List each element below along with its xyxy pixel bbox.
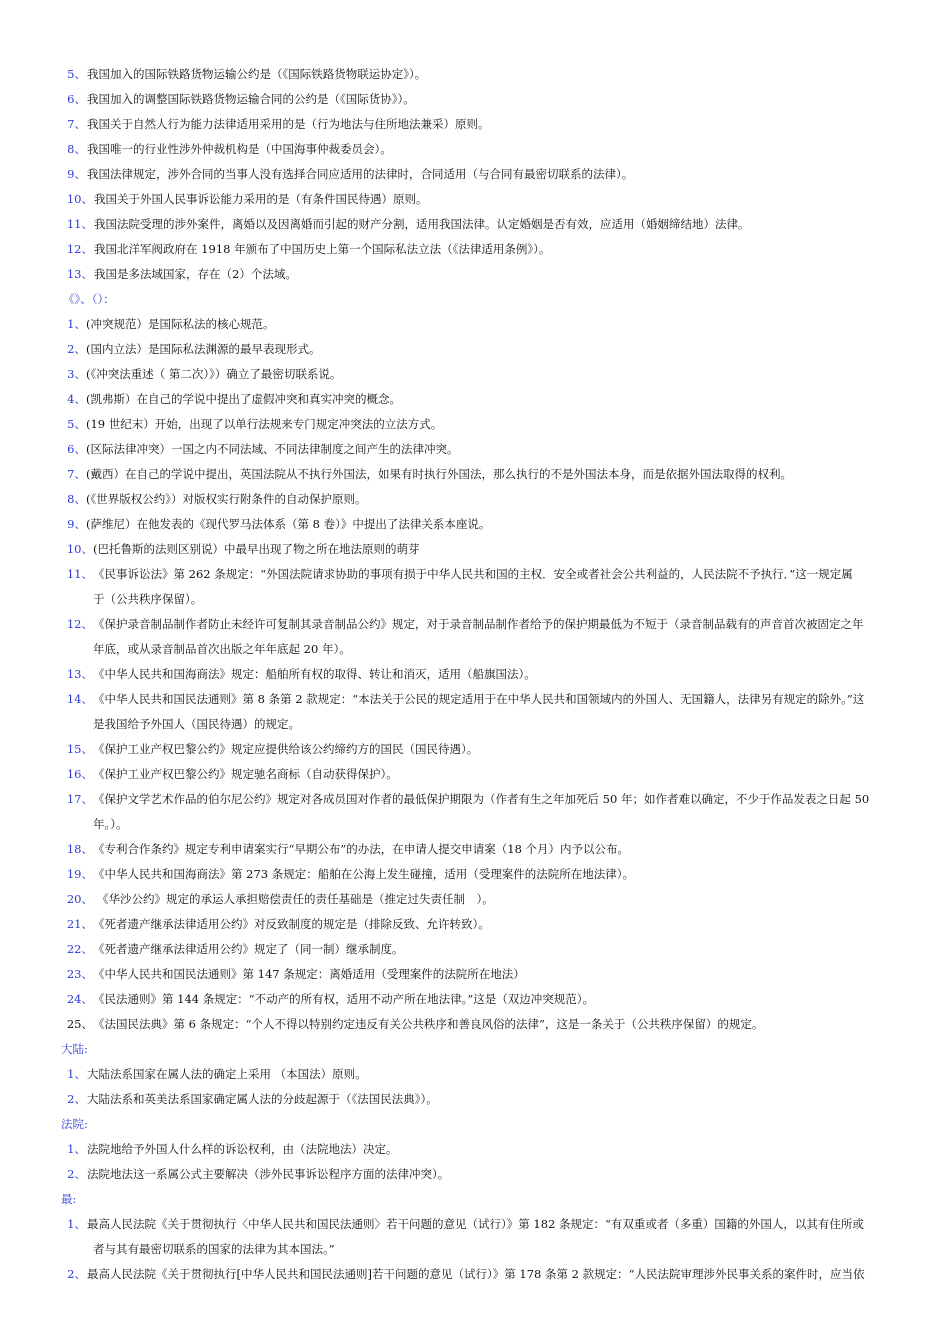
list-item-continuation [0,587,950,612]
item-text: (区际法律冲突）一国之内不同法域、不同法律制度之间产生的法律冲突。 [86,442,459,456]
list-item [0,562,950,587]
item-number: 2、 [67,1092,86,1106]
item-text: 我国关于自然人行为能力法律适用采用的是（行为地法与住所地法兼采）原则。 [87,117,490,131]
list-item [0,412,950,437]
item-text: 《保护文学艺术作品的伯尔尼公约》规定对各成员国对作者的最低保护期限为（作者有生之年加死后 50 年；如作者难以确定，不少于作品发表之日起 50 [93,792,870,806]
list-item [0,862,950,887]
item-number: 18、 [66,842,93,856]
list-item [0,1137,950,1162]
item-number: 12、 [66,242,93,256]
list-item [0,162,950,187]
list-item [0,1012,950,1037]
list-item [0,62,950,87]
item-text: 大陆法系国家在属人法的确定上采用 （本国法）原则。 [87,1067,367,1081]
item-text: 我国唯一的行业性涉外仲裁机构是（中国海事仲裁委员会）。 [87,142,392,156]
list-item [0,537,950,562]
list-item [0,137,950,162]
item-text: (19 世纪末）开始，出现了以单行法规来专门规定冲突法的立法方式。 [86,417,443,431]
item-number: 3、 [67,367,86,381]
item-text: 大陆法系和英美法系国家确定属人法的分歧起源于（《法国民法典》）。 [87,1092,438,1106]
item-number: 7、 [67,467,86,481]
item-text: 我国法院受理的涉外案件，离婚以及因离婚而引起的财产分割，适用我国法律。认定婚姻是否有效，应适用（婚姻缔结地）法律。 [94,217,750,231]
item-number: 5、 [67,417,86,431]
item-number: 17、 [66,792,93,806]
item-number: 6、 [67,442,86,456]
item-text: 《民事诉讼法》第 262 条规定：“外国法院请求协助的事项有损于中华人民共和国的主权．安全或者社会公共利益的，人民法院不予执行．”这一规定属 [93,567,853,581]
list-item [0,737,950,762]
item-text: 《中华人民共和国海商法》第 273 条规定：船舶在公海上发生碰撞，适用（受理案件的法院所在地法律）。 [93,867,635,881]
list-item [0,787,950,812]
section-heading [0,1037,950,1062]
section-heading-text: 大陆: [61,1042,88,1056]
item-number: 9、 [67,167,86,181]
item-number: 5、 [67,67,86,81]
item-text: 《死者遗产继承法律适用公约》规定了（同一制）继承制度。 [93,942,404,956]
list-item [0,212,950,237]
item-text: 《法国民法典》第 6 条规定：“个人不得以特别约定违反有关公共秩序和善良风俗的法律”，这是一条关于（公共秩序保留）的规定。 [93,1017,764,1031]
item-text: (戴西）在自己的学说中提出，英国法院从不执行外国法，如果有时执行外国法，那么执行的不是外国法本身，而是依据外国法取得的权利。 [86,467,792,481]
item-number: 22、 [66,942,93,956]
item-number: 1、 [67,1142,86,1156]
item-number: 19、 [66,867,93,881]
list-item [0,1162,950,1187]
item-number: 25、 [66,1017,93,1031]
list-item [0,87,950,112]
item-number: 2、 [67,1167,86,1181]
list-item-continuation [0,1237,950,1262]
list-item [0,437,950,462]
list-item [0,1087,950,1112]
list-item [0,987,950,1012]
item-number: 12、 [66,617,93,631]
item-number: 14、 [66,692,93,706]
item-text: 《死者遗产继承法律适用公约》对反致制度的规定是（排除反致、允许转致）。 [93,917,490,931]
item-number: 1、 [67,1217,86,1231]
item-number: 9、 [67,517,86,531]
item-number: 24、 [66,992,93,1006]
item-number: 1、 [67,1067,86,1081]
list-item [0,912,950,937]
item-text: 《民法通则》第 144 条规定：“不动产的所有权，适用不动产所在地法律。”这是（双边冲突规范）。 [93,992,595,1006]
item-number: 21、 [66,917,93,931]
item-text: 我国关于外国人民事诉讼能力采用的是（有条件国民待遇）原则。 [94,192,428,206]
item-text: 《保护录音制品制作者防止未经许可复制其录音制品公约》规定，对于录音制品制作者给予的保护期最低为不短于（录音制品载有的声音首次被固定之年 [93,617,864,631]
item-number: 2、 [67,1267,86,1281]
section-heading-text: 法院: [61,1117,88,1131]
item-text: 法院地法这一系属公式主要解决（涉外民事诉讼程序方面的法律冲突）。 [87,1167,450,1181]
list-item [0,887,950,912]
item-text: 我国是多法域国家，存在（2）个法域。 [94,267,297,281]
item-text-continued: 于（公共秩序保留）。 [93,592,203,606]
item-text: 我国北洋军阀政府在 1918 年颁布了中国历史上第一个国际私法立法（《法律适用条例》）。 [94,242,551,256]
item-number: 6、 [67,92,86,106]
list-item [0,337,950,362]
list-item [0,937,950,962]
list-item [0,487,950,512]
list-item [0,312,950,337]
item-text: 最高人民法院《关于贯彻执行〈中华人民共和国民法通则〉若干问题的意见（试行）》第 182 条规定：“有双重或者（多重）国籍的外国人，以其有住所或 [87,1217,864,1231]
item-text: 法院地给予外国人什么样的诉讼权利，由（法院地法）决定。 [87,1142,398,1156]
item-number: 13、 [66,267,93,281]
item-number: 11、 [66,567,93,581]
list-item-continuation [0,812,950,837]
item-text-continued: 者与其有最密切联系的国家的法律为其本国法。” [93,1242,335,1256]
item-text: (凯弗斯）在自己的学说中提出了虚假冲突和真实冲突的概念。 [86,392,401,406]
list-item [0,1062,950,1087]
item-number: 23、 [66,967,93,981]
item-number: 20、 [66,892,93,906]
item-text: (国内立法）是国际私法渊源的最早表现形式。 [86,342,321,356]
list-item [0,612,950,637]
item-number: 2、 [67,342,86,356]
item-text: 《保护工业产权巴黎公约》规定驰名商标（自动获得保护）。 [93,767,398,781]
item-text: 《专利合作条约》规定专利申请案实行“早期公布”的办法，在申请人提交申请案（18 个月）内予以公布。 [93,842,630,856]
list-item [0,187,950,212]
list-item [0,1212,950,1237]
list-item [0,112,950,137]
list-item-continuation [0,712,950,737]
item-number: 16、 [66,767,93,781]
item-number: 13、 [66,667,93,681]
section-heading-text: 《》、（）： [63,292,115,306]
list-item [0,1262,950,1287]
list-item [0,837,950,862]
list-item [0,387,950,412]
list-item-continuation [0,637,950,662]
list-item [0,512,950,537]
item-text: 《中华人民共和国民法通则》第 147 条规定：离婚适用（受理案件的法院所在地法） [93,967,525,981]
list-item [0,762,950,787]
section-heading [0,1187,950,1212]
item-number: 7、 [67,117,86,131]
item-text: 我国法律规定，涉外合同的当事人没有选择合同应适用的法律时，合同适用（与合同有最密切联系的法律）。 [87,167,634,181]
item-text: 我国加入的国际铁路货物运输公约是（《国际铁路货物联运协定》）。 [87,67,427,81]
item-number: 8、 [67,142,86,156]
item-text: 《华沙公约》规定的承运人承担赔偿责任的责任基础是（推定过失责任制 ）。 [97,892,494,906]
section-heading [0,287,950,312]
list-item [0,362,950,387]
item-number: 1、 [67,317,86,331]
item-number: 10、 [66,192,93,206]
item-text: 我国加入的调整国际铁路货物运输合同的公约是（《国际货协》）。 [87,92,415,106]
section-heading [0,1112,950,1137]
section-heading-text: 最: [61,1192,77,1206]
item-text: 最高人民法院《关于贯彻执行[中华人民共和国民法通则]若干问题的意见（试行）》第 178 条第 2 款规定：“人民法院审理涉外民事关系的案件时，应当依 [87,1267,865,1281]
item-text: 《中华人民共和国海商法》规定：船舶所有权的取得、转让和消灭，适用（船旗国法）。 [93,667,536,681]
item-text: (巴托鲁斯的法则区别说）中最早出现了物之所在地法原则的萌芽 [93,542,420,556]
list-item [0,237,950,262]
item-text: (《冲突法重述（ 第二次）》）确立了最密切联系说。 [86,367,342,381]
list-item [0,662,950,687]
item-number: 15、 [66,742,93,756]
item-number: 4、 [67,392,86,406]
item-text: 《保护工业产权巴黎公约》规定应提供给该公约缔约方的国民（国民待遇）。 [93,742,479,756]
item-number: 11、 [66,217,93,231]
item-number: 10、 [66,542,93,556]
list-item [0,687,950,712]
list-item [0,462,950,487]
item-text: 《中华人民共和国民法通则》第 8 条第 2 款规定：“本法关于公民的规定适用于在中华人民共和国领域内的外国人、无国籍人，法律另有规定的除外。”这 [93,692,865,706]
list-item [0,262,950,287]
item-text-continued: 是我国给予外国人（国民待遇）的规定。 [93,717,300,731]
item-text-continued: 年底，或从录音制品首次出版之年年底起 20 年）。 [93,642,351,656]
item-text: (萨维尼）在他发表的《现代罗马法体系（第 8 卷）》中提出了法律关系本座说。 [86,517,491,531]
item-text: (《世界版权公约》）对版权实行附条件的自动保护原则。 [86,492,367,506]
list-item [0,962,950,987]
item-text-continued: 年。）。 [93,817,128,831]
item-number: 8、 [67,492,86,506]
item-text: (冲突规范）是国际私法的核心规范。 [86,317,275,331]
